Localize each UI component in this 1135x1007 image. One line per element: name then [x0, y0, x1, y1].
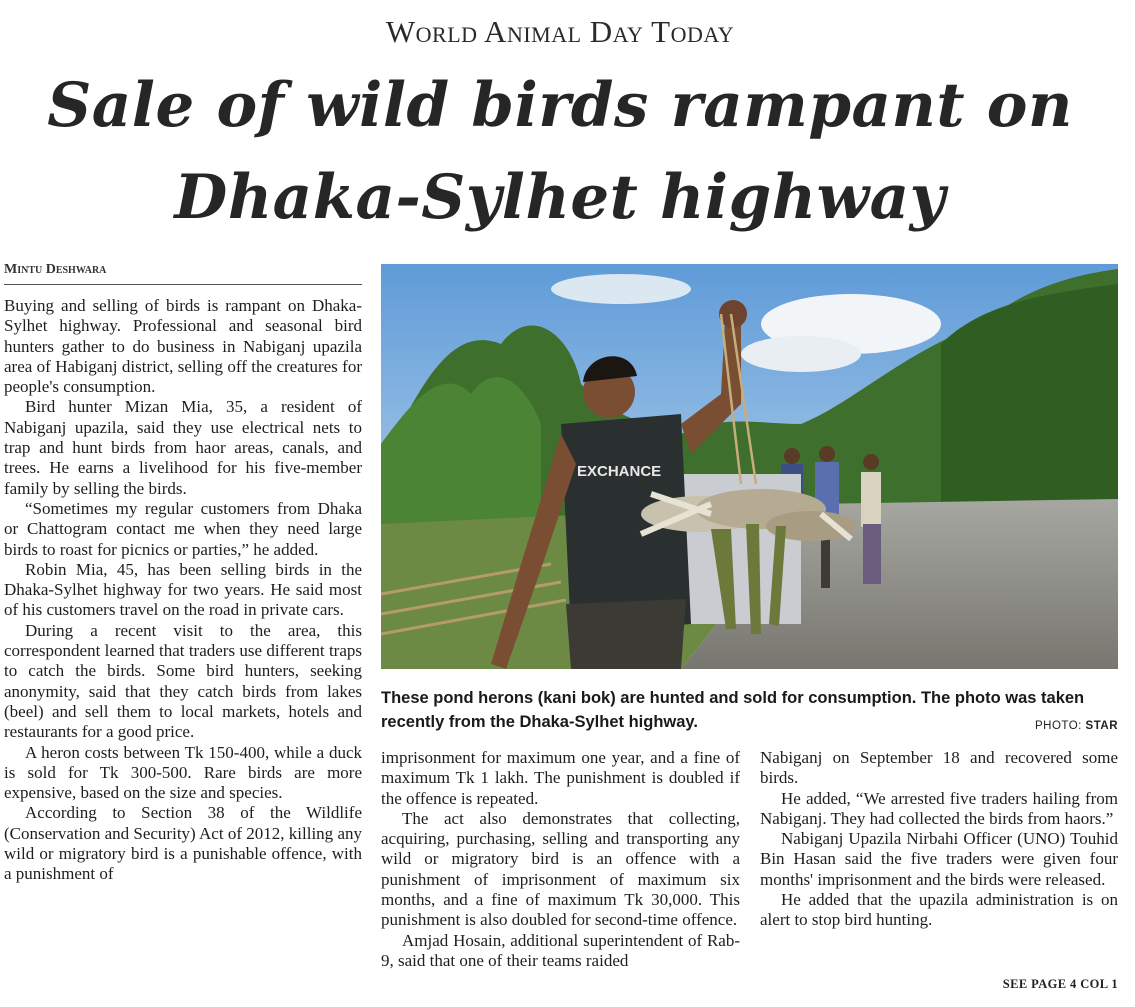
shirt-print: EXCHANCE [577, 463, 662, 480]
article-column-3 [760, 748, 1118, 978]
continuation-jump-link[interactable]: SEE PAGE 4 COL 1 [1002, 977, 1118, 991]
paragraph: Nabiganj Upazila Nirbahi Officer (UNO) Touhid Bin Hasan said the five traders were given four months' imprisonment and the birds were released. [760, 829, 1118, 889]
kicker-heading: World Animal Day Today [385, 14, 735, 49]
paragraph: Amjad Hosain, additional superintendent of Rab-9, said that one of their teams raided [381, 930, 740, 970]
headline [0, 60, 1120, 244]
paragraph: According to Section 38 of the Wildlife (Conservation and Security) Act of 2012, killing any wild or migratory bird is a punishable offence, with a punishment of [4, 803, 362, 884]
paragraph: Nabiganj on September 18 and recovered some birds. [760, 748, 1118, 788]
paragraph: During a recent visit to the area, this correspondent learned that traders use different traps to catch the birds. Some bird hunters, seeking anonymity, said that they catch birds from lakes (beel) and sell them to local markets, hotels and restaurants for a good price. [4, 620, 362, 742]
paragraph: imprisonment for maximum one year, and a fine of maximum Tk 1 lakh. The punishment is doubled if the offence is repeated. [381, 748, 740, 808]
paragraph: “Sometimes my regular customers from Dhaka or Chattogram contact me when they need large birds to roast for picnics or parties,” he added. [4, 498, 362, 559]
news-photo [381, 264, 1118, 669]
photo-credit [1035, 720, 1118, 732]
headline-line-1: Sale of wild birds rampant on [47, 70, 1073, 141]
photo-credit-prefix: PHOTO: [1034, 720, 1086, 732]
paragraph: Buying and selling of birds is rampant on Dhaka-Sylhet highway. Professional and seasonal bird hunters gather to do business in Nabiganj upazila area of Habiganj district, selling off the creatures for people's consumption. [4, 296, 362, 397]
article-column-2 [381, 748, 740, 998]
photo-credit-source: STAR [1085, 720, 1118, 732]
paragraph: Robin Mia, 45, has been selling birds in the Dhaka-Sylhet highway for two years. He said most of his customers travel on the road in private cars. [4, 559, 362, 620]
paragraph: He added that the upazila administration is on alert to stop bird hunting. [760, 890, 1118, 930]
cloud [741, 336, 861, 372]
headline-line-2: Dhaka-Sylhet highway [174, 162, 946, 233]
article-column-1 [4, 296, 362, 1000]
paragraph: A heron costs between Tk 150-400, while a duck is sold for Tk 300-500. Rare birds are more expensive, based on the size and species. [4, 742, 362, 803]
photo-caption: These pond herons (kani bok) are hunted and sold for consumption. The photo was taken recently from the Dhaka-Sylhet highway. [381, 689, 1085, 731]
paragraph: He added, “We arrested five traders hailing from Nabiganj. They had collected the birds from haors.” [760, 788, 1118, 828]
byline: Mintu Deshwara [4, 262, 362, 285]
photo-illustration [381, 264, 1118, 669]
cloud [551, 274, 691, 304]
paragraph: Bird hunter Mizan Mia, 35, a resident of Nabiganj upazila, said they use electrical nets to trap and hunt birds from haor areas, canals, and trees. He earns a livelihood for his five-member family by selling the birds. [4, 397, 362, 498]
paragraph: The act also demonstrates that collecting, acquiring, purchasing, selling and transporting any wild or migratory bird is an offence with a punishment of imprisonment of maximum six months, and a fine of maximum Tk 30,000. This punishment is also doubled for second-time offence. [381, 808, 740, 930]
